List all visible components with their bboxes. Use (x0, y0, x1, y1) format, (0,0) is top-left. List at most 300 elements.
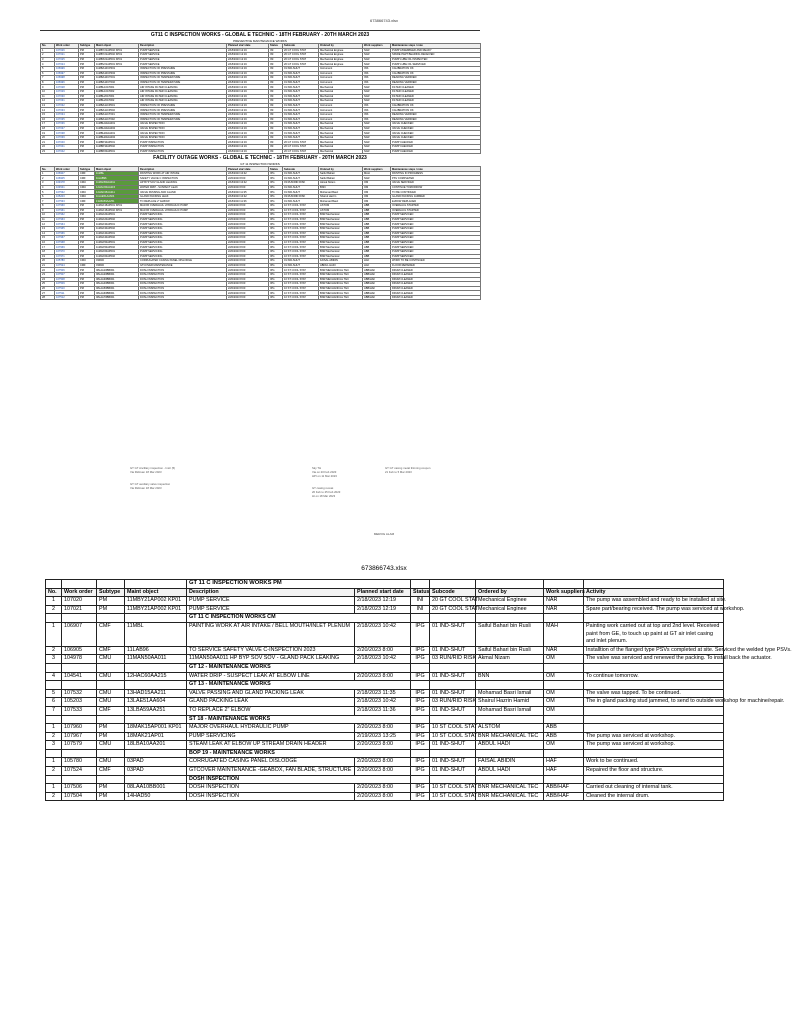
table-row (46, 792, 724, 801)
overview-cell: 10 ST COOL STAT (283, 231, 319, 236)
empty-cell (46, 749, 62, 758)
empty-cell (411, 775, 430, 784)
table-cell: ABDUL HADI (476, 741, 544, 750)
table-cell: IPG (411, 741, 430, 750)
overview-col-header: Description (139, 167, 227, 172)
table-cell: CORRUGATED CASING PANEL DISLODGE (187, 758, 355, 767)
overview-cell: PM (79, 149, 95, 154)
overview-cell: HAF (363, 263, 391, 268)
overview-cell: 22 (41, 268, 55, 273)
overview-cell: IPG (269, 194, 283, 199)
overview-cell: DOSH INSPECTION (139, 268, 227, 273)
overview-cell: PM (79, 222, 95, 227)
table-cell: 10 ST COOL STAT (430, 724, 476, 733)
section-label: ST 18 - MAINTENANCE WORKS (187, 715, 411, 724)
overview-cell: 107033 (55, 108, 79, 113)
overview-cell: BNR Mechanical (319, 254, 363, 259)
overview-col-header: Maint object (95, 167, 139, 172)
overview-cell: INI (269, 131, 283, 136)
overview-cell: IPG (269, 254, 283, 259)
overview-cell: ABB (363, 208, 391, 213)
overview-cell: Mechanical (319, 131, 363, 136)
overview-cell: INI (269, 145, 283, 150)
overview-cell: IPG (269, 277, 283, 282)
table-cell: 105203 (62, 698, 97, 707)
table-row (46, 689, 724, 698)
table-cell: CMU (97, 758, 125, 767)
overview-cell: IPG (269, 213, 283, 218)
overview-cell: 08LAA70BB001 (95, 295, 139, 300)
overview-cell: 2/20/2023 8:00 (227, 277, 269, 282)
overview-cell: 11MBA11CP001 (95, 103, 139, 108)
overview-cell: 28 (41, 295, 55, 300)
overview-cell: INI (269, 85, 283, 90)
overview-cell: 107966 (55, 231, 79, 236)
table-row (46, 698, 724, 707)
overview-cell: IPG (269, 190, 283, 195)
empty-cell (62, 775, 97, 784)
table-row (46, 706, 724, 715)
table-cell: 20 GT COOL STAT (430, 597, 476, 606)
overview-cell: 107962 (55, 213, 79, 218)
overview-cell: INI (269, 76, 283, 81)
overview-cell: 01 IND-SHUT (283, 80, 319, 85)
table-cell: 10 ST COOL STAT (430, 784, 476, 793)
overview-col-header: Maintenance steps / note (391, 167, 481, 172)
table-cell: 2/18/2023 11:36 (355, 706, 411, 715)
overview-cell: BNR MECHANICAL TEC (319, 277, 363, 282)
overview-cell: ABB (363, 204, 391, 209)
overview-cell: ABB (363, 217, 391, 222)
overview-cell: PAINTING IN PROGRESS (391, 171, 481, 176)
overview-cell: PUMP SERVICE (139, 57, 227, 62)
overview-cell: 2/18/2023 12:19 (227, 89, 269, 94)
overview-cell: 20 GT COOL STAT (283, 48, 319, 53)
overview-cell: PM (79, 99, 95, 104)
overview-row (41, 149, 481, 154)
overview-cell: MAH (363, 171, 391, 176)
overview-cell: IPG (269, 282, 283, 287)
col-header: Maint object (125, 588, 187, 597)
overview-cell: 6 (41, 194, 55, 199)
overview-cell: DOSH INSPECTION (139, 272, 227, 277)
overview-cell: 01 IND-SHUT (283, 85, 319, 90)
overview-cell: Instrument (319, 76, 363, 81)
overview-cell: INSPECTION OF TEMPERATURE (139, 117, 227, 122)
overview-cell: VALVE CHECKED (391, 126, 481, 131)
table-cell: 1 (46, 758, 62, 767)
overview-cell: ABB/HAF (363, 286, 391, 291)
overview-cell: DRUM CLEANED (391, 286, 481, 291)
overview-cell: 2/20/2023 8:00 (227, 204, 269, 209)
table-cell: To continue tomorrow. (584, 672, 724, 681)
overview-cell: PM (79, 117, 95, 122)
overview-cell: Instrument (319, 66, 363, 71)
overview-cell: OM (363, 190, 391, 195)
overview-cell: 2/18/2023 10:42 (227, 181, 269, 186)
overview-cell: PM (79, 122, 95, 127)
overview-cell: INS (363, 76, 391, 81)
overview-cell: Mechanical Enginee (319, 53, 363, 58)
overview-cell: VALVE CHECKED (391, 135, 481, 140)
table-cell: IPG (411, 758, 430, 767)
overview-cell: BNR Mechanical (319, 240, 363, 245)
empty-cell (411, 663, 430, 672)
overview-cell: 2/18/2023 12:19 (227, 108, 269, 113)
overview-cell: IPG (269, 240, 283, 245)
overview-cell: CALIBRATION OK (391, 108, 481, 113)
overview-cell: PUMP SERVICING (139, 217, 227, 222)
section-row (46, 681, 724, 690)
table-cell: ABB (544, 724, 584, 733)
table-cell: 10 ST COOL STAT (430, 732, 476, 741)
overview-cell: 2/18/2023 12:19 (227, 57, 269, 62)
overview-cell: PUMP CHECKED (391, 140, 481, 145)
overview-cell: DRUM CLEANED (391, 291, 481, 296)
empty-cell (584, 663, 724, 672)
overview-cell: OM (363, 185, 391, 190)
table-cell: GTCOVER MAINTENANCE -GEABOX, FAN BLADE, STRUCTURE (187, 767, 355, 776)
table-cell: OM (544, 672, 584, 681)
overview-cell: 20 (41, 135, 55, 140)
overview-cell: 01 IND-SHUT (283, 190, 319, 195)
table-row (46, 724, 724, 733)
table-cell: 01 IND-SHUT (430, 758, 476, 767)
table-cell: 01 IND-SHUT (430, 622, 476, 646)
table-cell: Mechanical Enginee (476, 597, 544, 606)
overview-cell: 107036 (55, 122, 79, 127)
overview-cell: 10 ST COOL STAT (283, 208, 319, 213)
overview-cell: SPARE PART BEARING RECEIVED (391, 53, 481, 58)
overview-cell: 20 (41, 259, 55, 264)
table-cell: TO SERVICE SAFETY VALVE C-INSPECTION 2023 (187, 646, 355, 655)
overview-cell: INI (269, 57, 283, 62)
overview-cell: 11MBA10CT001 (95, 76, 139, 81)
overview-cell: PUMP SERVICED (391, 222, 481, 227)
overview-cell: VALVE CHECKED (391, 131, 481, 136)
overview-cell: 2/20/2023 8:00 (227, 222, 269, 227)
overview-cell: 10 ST COOL STAT (283, 286, 319, 291)
overview-col-header: Subcode (283, 44, 319, 49)
overview-cell: 20 GT COOL STAT (283, 57, 319, 62)
table-cell: Carried out cleaning of internal tank. (584, 784, 724, 793)
empty-cell (584, 681, 724, 690)
table-cell: ABB (544, 732, 584, 741)
table-cell: 4 (46, 672, 62, 681)
overview-cell: IPG (269, 231, 283, 236)
table-cell: CMF (97, 622, 125, 646)
overview-cell: OM (363, 199, 391, 204)
overview-cell: 107963 (55, 217, 79, 222)
overview-note-line: GT casing recoat (312, 486, 334, 490)
section-row (46, 663, 724, 672)
table-cell: 2/20/2023 8:00 (355, 672, 411, 681)
overview-cell: PUMP INSPECTION (139, 145, 227, 150)
overview-cell: 10 ST COOL STAT (283, 217, 319, 222)
overview-cell: 11MBA11CP002 (95, 108, 139, 113)
overview-cell: 107969 (55, 245, 79, 250)
overview-cell: 106997 (55, 71, 79, 76)
overview-cell: BNR Mechanical (319, 226, 363, 231)
overview-cell: BNR Mechanical (319, 249, 363, 254)
overview-cell: 105780 (55, 259, 79, 264)
overview-cell: VALVE INSPECTION (139, 135, 227, 140)
overview-cell: 2/18/2023 12:19 (227, 149, 269, 154)
empty-cell (476, 715, 544, 724)
overview-cell: 3 (41, 57, 55, 62)
overview-cell: 18 (41, 126, 55, 131)
table-cell: 107960 (62, 724, 97, 733)
table-cell: 11MBY21AP002 KP01 (125, 605, 187, 614)
overview-cell: INS (363, 80, 391, 85)
overview-cell: FILTER CLEANED (391, 89, 481, 94)
overview-cell: 01 IND-SHUT (283, 259, 319, 264)
overview-cell: NAR (363, 57, 391, 62)
overview-cell: 13 (41, 103, 55, 108)
table-cell: DOSH INSPECTION (187, 784, 355, 793)
table-cell: PAINTING WORK AT AIR INTAKE / BELL MOUTH/INLET PLENUM (187, 622, 355, 646)
overview-cell: Instrument (319, 103, 363, 108)
overview-cell: PM (79, 140, 95, 145)
table-cell: 03PAD (125, 767, 187, 776)
overview-cell: PUMP INSPECTION (139, 140, 227, 145)
overview-cell: 107025 (55, 57, 79, 62)
overview-cell: 11MBV21AP001 KP01 (95, 62, 139, 67)
table-cell: 2/18/2023 10:42 (355, 622, 411, 646)
overview-cell: PM (79, 94, 95, 99)
overview-cell: 26 (41, 286, 55, 291)
overview-cell: PUMP SERVICE (139, 53, 227, 58)
overview-cell: 14 (41, 231, 55, 236)
overview-cell: 107034 (55, 112, 79, 117)
overview-cell: PM (79, 282, 95, 287)
empty-cell (430, 663, 476, 672)
overview-cell: 10 ST COOL STAT (283, 268, 319, 273)
table-cell: 107504 (62, 792, 97, 801)
overview-cell: 11MBP10AP001 (95, 140, 139, 145)
empty-cell (97, 749, 125, 758)
overview-cell: 2/18/2023 12:19 (227, 85, 269, 90)
overview-cell: INSPECTION OF TEMPERATURE (139, 112, 227, 117)
overview-cell: 11MBH20AA002 (95, 135, 139, 140)
table-cell: ABDUL HADI (476, 767, 544, 776)
table-cell: OM (544, 689, 584, 698)
overview-cell: PUMP SERVICING (139, 240, 227, 245)
overview-cell: 10 ST COOL STAT (283, 204, 319, 209)
overview-cell: PM (79, 254, 95, 259)
overview-cell: 10 ST COOL STAT (283, 254, 319, 259)
overview-cell: 10 ST COOL STAT (283, 291, 319, 296)
overview-cell: 107512 (55, 295, 79, 300)
table-cell: GLAND PACKING LEAK (187, 698, 355, 707)
overview-cell: 2/20/2023 8:00 (227, 272, 269, 277)
overview-cell: 10 ST COOL STAT (283, 249, 319, 254)
table-row (46, 758, 724, 767)
overview-cell: 20 GT COOL STAT (283, 140, 319, 145)
overview-cell: FAISAL ABIDIN (319, 259, 363, 264)
table-cell: IPG (411, 655, 430, 664)
overview-cell: PM (79, 213, 95, 218)
overview-cell: ASTOM (319, 204, 363, 209)
table-cell: IPG (411, 698, 430, 707)
table-cell: 2 (46, 646, 62, 655)
overview-cell: 01 IND-SHUT (283, 122, 319, 127)
table-cell: BNN (476, 672, 544, 681)
overview-cell: GLAND PACKING LEAK (139, 194, 227, 199)
overview-cell: 11MAK40AP002 (95, 236, 139, 241)
table-cell: 2/18/2023 12:19 (355, 605, 411, 614)
overview-cell: 11MBL (95, 171, 139, 176)
overview-cell: 16 (41, 117, 55, 122)
overview-cell: IPG (269, 208, 283, 213)
overview-cell: ABB/HAF (363, 291, 391, 296)
table-cell: CMU (97, 741, 125, 750)
overview-cell: NAR (363, 94, 391, 99)
overview-cell: INS (363, 103, 391, 108)
overview-cell: 11MBY21AP002 KP01 (95, 48, 139, 53)
table-cell: 2/18/2023 10:42 (355, 698, 411, 707)
overview-row (41, 295, 481, 300)
overview-cell: INSPECTION OF PRESSURE (139, 103, 227, 108)
overview-cell: INI (269, 89, 283, 94)
overview-cell: 14 (41, 108, 55, 113)
overview-cell: 11MBP10AP002 (95, 145, 139, 150)
overview-cell: CALIBRATION OK (391, 103, 481, 108)
table-cell: 03PAD (125, 758, 187, 767)
empty-cell (97, 663, 125, 672)
overview-cell: 2/18/2023 12:19 (227, 126, 269, 131)
overview-cell: 106996 (55, 80, 79, 85)
overview-cell: PM (79, 286, 95, 291)
overview-cell: 2/18/2023 12:19 (227, 135, 269, 140)
table-row (46, 767, 724, 776)
overview-cell: NAR (363, 62, 391, 67)
overview-cell: 2/20/2023 8:00 (227, 185, 269, 190)
col-header: Description (187, 588, 355, 597)
overview-cell: 10 ST COOL STAT (283, 222, 319, 227)
overview-cell: 11MBA11CT001 (95, 112, 139, 117)
overview-cell: BNR MECHANICAL TEC (319, 291, 363, 296)
table-cell: VALVE PASSING AND GLAND PACKING LEAK (187, 689, 355, 698)
empty-cell (476, 749, 544, 758)
overview-col-header: Planned start date (227, 44, 269, 49)
overview-cell: 2/20/2023 8:00 (227, 282, 269, 287)
overview-footer: MEROG ALAM (373, 532, 395, 536)
table-cell: PUMP SERVICE (187, 597, 355, 606)
overview-cell: VALVE SERVICED (391, 181, 481, 186)
table-cell: Painting work carried out at top and 2nd level. Received paint from GE, to touch up paint at GT air inlet casing and inlet plenum. (584, 622, 724, 646)
overview-cell: 01 IND-SHUT (283, 263, 319, 268)
overview-cell: Saiful Bahari (319, 171, 363, 176)
overview-table-b (40, 166, 481, 300)
empty-cell (430, 775, 476, 784)
overview-cell: Mohamad Basri (319, 199, 363, 204)
overview-cell: Mechanical (319, 149, 363, 154)
overview-cell: PM (79, 226, 95, 231)
table-cell: 104978 (62, 655, 97, 664)
overview-cell: 8 (41, 204, 55, 209)
overview-cell: 104541 (55, 185, 79, 190)
table-cell: BNR MECHANICAL TEC (476, 792, 544, 801)
table-cell: IPG (411, 622, 430, 646)
overview-cell: IPG (269, 295, 283, 300)
table-cell: PM (97, 605, 125, 614)
overview-cell: NAR (363, 145, 391, 150)
empty-cell (46, 681, 62, 690)
overview-cell: PM (79, 71, 95, 76)
overview-cell: READING VERIFIED (391, 76, 481, 81)
overview-cell: INS (363, 117, 391, 122)
overview-cell: NAR (363, 99, 391, 104)
overview-cell: 2/18/2023 12:19 (227, 145, 269, 150)
empty-cell (430, 749, 476, 758)
main-table (45, 579, 792, 801)
overview-cell: 107508 (55, 277, 79, 282)
overview-cell: 107971 (55, 254, 79, 259)
empty-cell (125, 749, 187, 758)
overview-cell: 01 IND-SHUT (283, 66, 319, 71)
table-cell: ALSTOM (476, 724, 544, 733)
table-cell: 18MAK21AP01 (125, 732, 187, 741)
overview-cell: 107024 (55, 62, 79, 67)
col-header: Status (411, 588, 430, 597)
overview-cell: READING VERIFIED (391, 117, 481, 122)
table-cell (584, 706, 724, 715)
overview-cell: 2/18/2023 12:19 (227, 53, 269, 58)
overview-cell: 12HAD15AA211 (95, 190, 139, 195)
overview-cell: PUMP CHECKED (391, 149, 481, 154)
overview-cell: 10 ST COOL STAT (283, 236, 319, 241)
overview-cell: NAR (363, 135, 391, 140)
overview-cell: 12HAC60AA215 (95, 185, 139, 190)
empty-cell (411, 681, 430, 690)
overview-cell: Mechanical (319, 135, 363, 140)
overview-cell: 2/20/2023 8:00 (227, 268, 269, 273)
overview-cell: DOSH INSPECTION (139, 295, 227, 300)
overview-note-e (312, 486, 340, 498)
overview-cell: PM (79, 131, 95, 136)
overview-cell: NAR (363, 131, 391, 136)
empty-cell (430, 715, 476, 724)
table-cell: Saiful Bahari bin Rusli (476, 622, 544, 646)
overview-cell: PUMP SERVICED (391, 245, 481, 250)
overview-note-line: Via Ridzuan 18 Mar 2023 (130, 486, 162, 490)
table-cell: Mohamad Basri Ismail (476, 706, 544, 715)
table-cell: 2/19/2023 13:25 (355, 732, 411, 741)
overview-cell: IPG (269, 236, 283, 241)
table-cell: Mohamad Basri Ismail (476, 689, 544, 698)
overview-cell: 107960 (55, 204, 79, 209)
table-cell: 7 (46, 706, 62, 715)
main-header-row (46, 588, 724, 597)
overview-cell: IPG (269, 204, 283, 209)
table-cell: 08LAA10BB001 (125, 784, 187, 793)
overview-cell: VALVE PASSING AND GLAND (139, 190, 227, 195)
overview-sheet (40, 30, 480, 300)
table-cell: 18LBA10AA201 (125, 741, 187, 750)
overview-title-top: GT11 C INSPECTION WORKS - GLOBAL E TECHNIC - 18TH FEBRUARY - 20TH MARCH 2023 (150, 32, 370, 38)
overview-cell: 9 (41, 208, 55, 213)
overview-cell: Mechanical (319, 145, 363, 150)
overview-cell: PM (79, 236, 95, 241)
table-cell: 2/20/2023 8:00 (355, 724, 411, 733)
overview-note-c (385, 466, 430, 474)
table-cell: MAH (544, 622, 584, 646)
overview-cell: PUMP SERVICED (391, 249, 481, 254)
overview-cell: 08LAA40BB001 (95, 282, 139, 287)
overview-cell: PUMP SERVICING (139, 236, 227, 241)
overview-cell: PUMP ASSEMBLED AND READY (391, 48, 481, 53)
